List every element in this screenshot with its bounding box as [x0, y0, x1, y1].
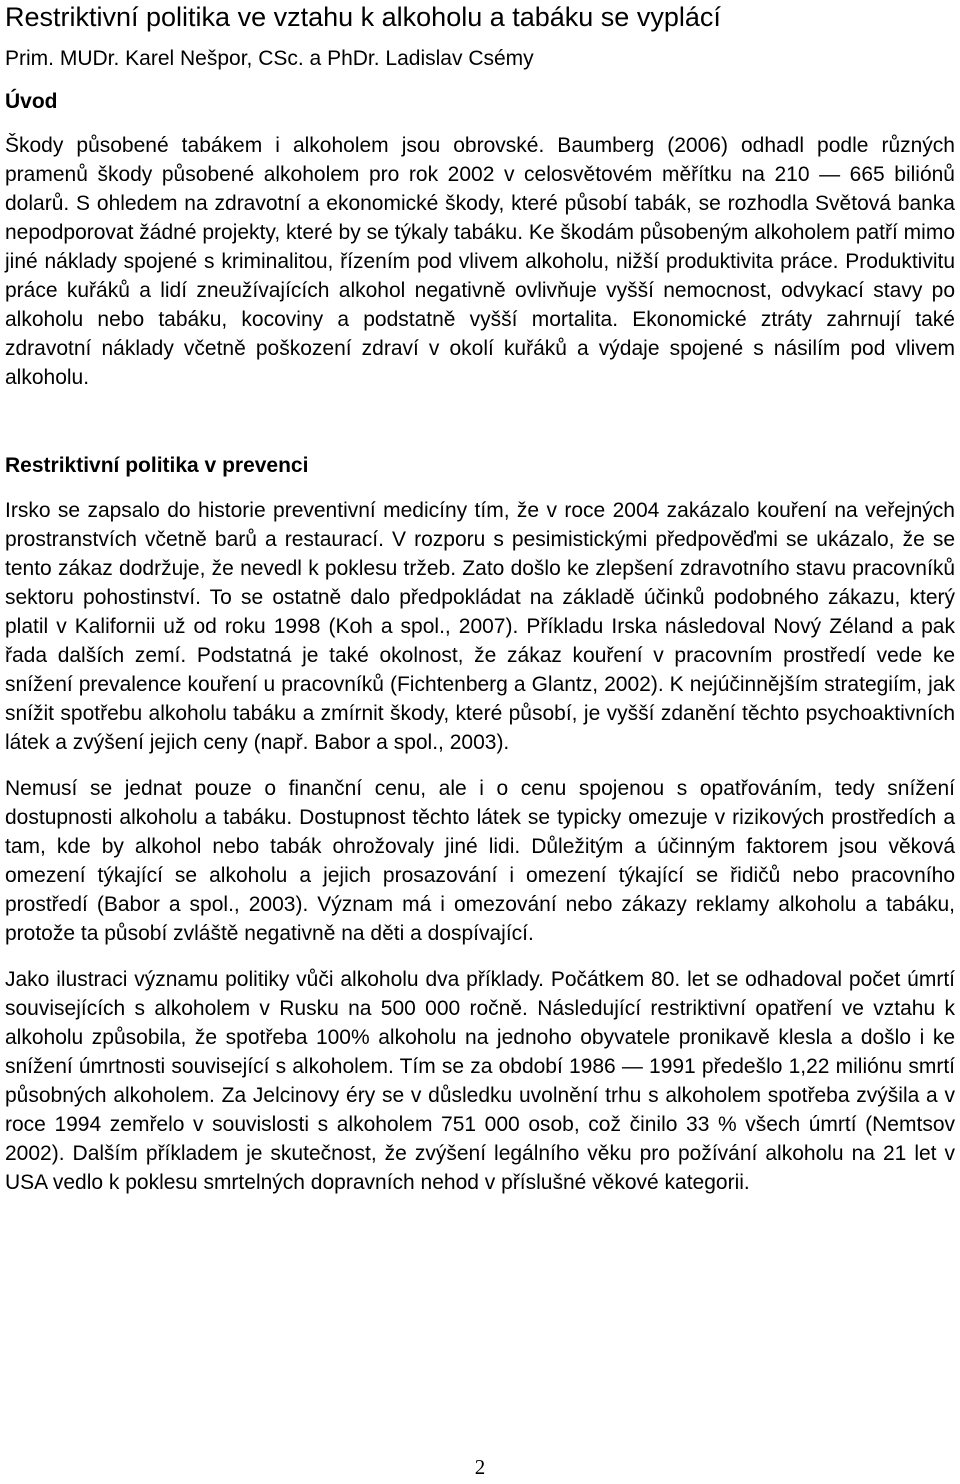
authors-line: Prim. MUDr. Karel Nešpor, CSc. a PhDr. Ladislav Csémy	[5, 47, 534, 70]
document-page	[5, 0, 955, 1197]
paragraph-intro: Škody působené tabákem i alkoholem jsou obrovské. Baumberg (2006) odhadl podle různých pramenů škody působené alkoholem pro rok 2002 v celosvětovém měřítku na 210 — 665 biliónů dolarů. S ohledem na zdravotní a ekonomické škody, které působí tabák, se rozhodla Světová banka nepodporovat žádné projekty, které by se týkaly tabáku. Ke škodám působeným alkoholem patří mimo jiné náklady spojené s kriminalitou, řízením pod vlivem alkoholu, nižší produktivita práce. Produktivitu práce kuřáků a lidí zneužívajících alkohol negativně ovlivňuje vyšší nemocnost, odvykací stavy po alkoholu nebo tabáku, kocoviny a podstatně vyšší mortalita. Ekonomické ztráty zahrnují také zdravotní náklady včetně poškození zdraví v okolí kuřáků a výdaje spojené s násilím pod vlivem alkoholu.	[5, 134, 955, 389]
section-heading-restriktivni-politika: Restriktivní politika v prevenci	[5, 454, 309, 477]
paragraph-irsko: Irsko se zapsalo do historie preventivní medicíny tím, že v roce 2004 zakázalo kouření na veřejných prostranstvích včetně barů a restaurací. V rozporu s pesimistickými předpověďmi se ukázalo, že se tento zákaz dodržuje, že nevedl k poklesu tržeb. Zato došlo ke zlepšení zdravotního stavu pracovníků sektoru pohostinství. To se ostatně dalo předpokládat na základě účinků podobného zákazu, který platil v Kalifornii už od roku 1998 (Koh a spol., 2007). Příkladu Irska následoval Nový Zéland a pak řada dalších zemí. Podstatná je také okolnost, že zákaz kouření v pracovním prostředí vede ke snížení prevalence kouření u pracovníků (Fichtenberg a Glantz, 2002). K nejúčinnějším strategiím, jak snížit spotřebu alkoholu tabáku a zmírnit škody, které působí, je vyšší zdanění těchto psychoaktivních látek a zvýšení jejich ceny (např. Babor a spol., 2003).	[5, 499, 955, 754]
section-heading-uvod: Úvod	[5, 90, 58, 113]
paragraph-dostupnost: Nemusí se jednat pouze o finanční cenu, ale i o cenu spojenou s opatřováním, tedy snížení dostupnosti alkoholu a tabáku. Dostupnost těchto látek se typicky omezuje v rizikových prostředích a tam, kde by alkohol nebo tabák ohrožovaly jiné lidi. Důležitým a účinným faktorem jsou věková omezení týkající se alkoholu a jejich prosazování i omezení týkající se řidičů nebo pracovního prostředí (Babor a spol., 2003). Význam má i omezování nebo zákazy reklamy alkoholu a tabáku, protože ta působí zvláště negativně na děti a dospívající.	[5, 777, 955, 945]
paragraph-ilustrace: Jako ilustraci významu politiky vůči alkoholu dva příklady. Počátkem 80. let se odhadoval počet úmrtí souvisejících s alkoholem v Rusku na 500 000 ročně. Následující restriktivní opatření ve vztahu k alkoholu způsobila, že spotřeba 100% alkoholu na jednoho obyvatele pronikavě klesla a došlo i ke snížení úmrtnosti související s alkoholem. Tím se za období 1986 — 1991 předešlo 1,22 miliónu smrtí působných alkoholem. Za Jelcinovy éry se v důsledku uvolnění trhu s alkoholem spotřeba zvýšila a v roce 1994 zemřelo v souvislosti s alkoholem 751 000 osob, což činilo 33 % všech úmrtí (Nemtsov 2002). Dalším příkladem je skutečnost, že zvýšení legálního věku pro požívání alkoholu na 21 let v USA vedlo k poklesu smrtelných dopravních nehod v příslušné věkové kategorii.	[5, 968, 955, 1194]
page-number: 2	[474, 1455, 486, 1479]
document-title: Restriktivní politika ve vztahu k alkoholu a tabáku se vyplácí	[5, 2, 721, 32]
